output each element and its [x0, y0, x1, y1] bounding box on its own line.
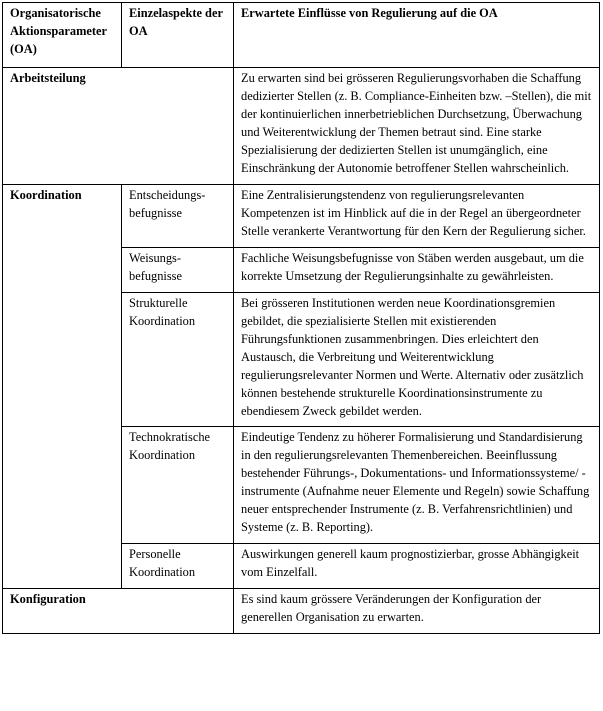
influence-technokratische-koordination: Eindeutige Tendenz zu höherer Formalisierung und Standardisierung in den regulierungsrelevanten Themenbereichen. Beeinflussung bestehender Führungs-, Dokumentations- und Informationssysteme/ -instrumente (Aufnahme neuer Elemente und Regeln) sowie Schaffung neuer entsprechender Instrumente (z. B. Verfahrensrichtlinien) und Systeme (z. B. Reporting).: [234, 427, 600, 544]
oa-regulation-table: [2, 2, 600, 634]
influence-personelle-koordination: Auswirkungen generell kaum prognostizierbar, grosse Abhängigkeit vom Einzelfall.: [234, 544, 600, 589]
table-row-konfiguration: [3, 589, 600, 634]
header-parameter: Organisatorische Aktionsparameter (OA): [3, 3, 122, 68]
table-header-row: [3, 3, 600, 68]
header-aspects: Einzelaspekte der OA: [122, 3, 234, 68]
header-influences: Erwartete Einflüsse von Regulierung auf die OA: [234, 3, 600, 68]
aspect-technokratische-koordination: Technokratische Koordination: [122, 427, 234, 544]
parameter-konfiguration: Konfiguration: [3, 589, 234, 634]
influence-entscheidungsbefugnisse: Eine Zentralisierungstendenz von regulierungsrelevanten Kompetenzen ist im Hinblick auf die in der Regel an übergeordneter Stelle verankerte Verantwortung für den Kern der Regulierung sicher.: [234, 185, 600, 248]
aspect-entscheidungsbefugnisse: Entscheidungs-befugnisse: [122, 185, 234, 248]
parameter-arbeitsteilung: Arbeitsteilung: [3, 68, 234, 185]
influence-weisungsbefugnisse: Fachliche Weisungsbefugnisse von Stäben werden ausgebaut, um die korrekte Umsetzung der Regulierungsinhalte zu gewährleisten.: [234, 248, 600, 293]
influence-arbeitsteilung: Zu erwarten sind bei grösseren Regulierungsvorhaben die Schaffung dedizierter Stellen (z. B. Compliance-Einheiten bzw. –Stellen), die mit der kontinuierlichen innerbetrieblichen Durchsetzung, Überwachung und Weiterentwicklung der Themen betraut sind. Eine starke Spezialisierung der dedizierten Stellen ist unumgänglich, eine Einschränkung der Autonomie betroffener Stellen wahrscheinlich.: [234, 68, 600, 185]
aspect-strukturelle-koordination: Strukturelle Koordination: [122, 293, 234, 427]
table-row-arbeitsteilung: [3, 68, 600, 185]
table-row-entscheidungsbefugnisse: [3, 185, 600, 248]
aspect-personelle-koordination: Personelle Koordination: [122, 544, 234, 589]
aspect-weisungsbefugnisse: Weisungs-befugnisse: [122, 248, 234, 293]
parameter-koordination: Koordination: [3, 185, 122, 589]
influence-strukturelle-koordination: Bei grösseren Institutionen werden neue Koordinationsgremien gebildet, die spezialisierte Stellen mit existierenden Führungsfunktionen zusammenbringen. Dies erleichtert den Austausch, die Verbreitung und Weiterentwicklung regulierungsrelevanter Normen und Werte. Alternativ oder zusätzlich können bestehende strukturelle Koordinationsinstrumente zu ebendiesem Zweck gebildet werden.: [234, 293, 600, 427]
influence-konfiguration: Es sind kaum grössere Veränderungen der Konfiguration der generellen Organisation zu erwarten.: [234, 589, 600, 634]
